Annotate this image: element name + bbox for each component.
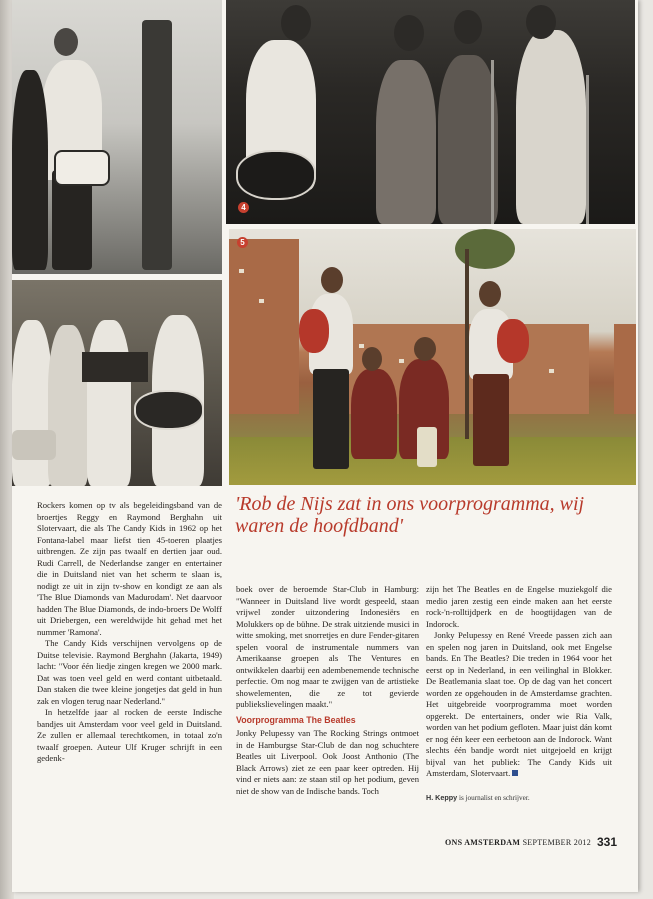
guitarist-2 (351, 369, 397, 459)
street-post (142, 20, 172, 270)
paragraph: Jonky Pelupessy van The Rocking Strings ontmoet in de Hamburgse Star-Club de dan nog schuchtere Beatles uit Liverpool. Ook Joost Anthonio (The Black Arrows) ziet ze een paar keer optreden. Hij vind er niets aan: ze staan stil op het podium, geven niet de show van de Indische bands. Toch (236, 728, 419, 796)
guitar-2 (134, 390, 204, 430)
paragraph-text: Jonky Pelupessy en René Vreede passen zich aan en spelen nog jaren in Duitsland, ook met Engelse bands. En The Beatles? Die treden in 1964 voor het eerst op in Nederland, in een veilinghal in Blokker. De Beatlemania slaat toe. Op de dag van het concert worden ze opgehouden in de Amsterdamse grachten. Het uitgebreide voorprogramma moet worden opgerekt. De entertainers, onder wie Ria Valk, worden van het podium gefloten. Maar juist dán komt er nog één keer een eerbetoon aan de Indorock. Want slechts één bandje wordt niet uitgejoeld en krijgt bijval van het publiek: The Candy Kids uit Amsterdam, Slotervaart. (426, 630, 612, 778)
mic-stand (491, 60, 494, 224)
paragraph: zijn het The Beatles en de Engelse muziekgolf die medio jaren zestig een einde maken aan het eerste rock-'n-rolltijdperk en de hoogtijdagen van de Indorock. (426, 584, 612, 629)
author-description: is journalist en schrijver. (457, 794, 530, 802)
guitar-red (299, 309, 329, 353)
guitarist-1-head (321, 267, 343, 293)
paragraph: The Candy Kids verschijnen vervolgens op de Duitse televisie. Raymond Berghahn (Jakarta, 1949) lacht: "Voor één liedje zingen kregen we 2000 mark. Dat was toen veel geld en werd contant uitbetaald. Dan staken die twee kleine jongetjes dat geld in hun zak en vlogen terug naar Nederland." (37, 638, 222, 706)
guitarist-2-head (362, 347, 382, 371)
amplifier (417, 427, 437, 467)
music-stand (82, 352, 148, 382)
guitarist-head (281, 5, 311, 41)
author-name: H. Keppy (426, 793, 458, 802)
photo-band-outdoors (229, 229, 636, 485)
paragraph: In hetzelfde jaar al rocken de eerste Indische bandjes uit Amsterdam voor veel geld in Duitsland. Ze zullen er allemaal terechtkomen, in totaal zo'n twaalf groepen. Auteur Ulf Kruger schrijft in een gedenk- (37, 707, 222, 763)
article-column-3 (426, 584, 612, 780)
page-footer (445, 838, 591, 847)
window (549, 369, 554, 373)
article-column-1 (37, 500, 222, 765)
guitarist-1-legs (313, 369, 349, 469)
guitar-red-2 (497, 319, 529, 363)
drum-kit (12, 430, 56, 460)
drummer-head (54, 28, 78, 56)
magazine-name: ONS AMSTERDAM (445, 838, 521, 847)
window (239, 269, 244, 273)
window (259, 299, 264, 303)
mic-stand-2 (586, 75, 589, 224)
guitar (236, 150, 316, 200)
end-mark-icon (512, 770, 518, 776)
apartment-block-right (614, 324, 636, 414)
pull-quote: 'Rob de Nijs zat in ons voorprogramma, wij waren de hoofdband' (235, 493, 585, 537)
photo-band-stage (226, 0, 635, 224)
singer-boy (376, 60, 436, 224)
drum (54, 150, 110, 186)
bass-player (516, 30, 586, 224)
singer-boy-head (394, 15, 424, 51)
window (399, 359, 404, 363)
bystander (12, 70, 48, 270)
photo-band-rehearsal (12, 280, 222, 486)
tree-canopy (455, 229, 515, 269)
guitarist-3-head (414, 337, 436, 361)
page-number: 331 (597, 835, 618, 849)
apartment-block-left (229, 239, 299, 414)
singer-girl (438, 55, 498, 224)
photo-number-4: 4 (238, 202, 249, 213)
article-column-2 (236, 584, 419, 797)
photo-drummer (12, 0, 222, 274)
guitarist-4-head (479, 281, 501, 307)
musician-3 (87, 320, 131, 486)
musician-2 (48, 325, 88, 486)
issue-date: SEPTEMBER 2012 (522, 838, 591, 847)
window (359, 344, 364, 348)
photo-number-5: 5 (237, 237, 248, 248)
section-subhead: Voorprogramma The Beatles (236, 714, 356, 725)
author-byline (426, 793, 612, 802)
paragraph: Rockers komen op tv als begeleidingsband van de broertjes Reggy en Raymond Berghahn uit Slotervaart, die als The Candy Kids in 1962 op het Fontana-label maar liefst tien 45-toeren plaatjes uitbrengen. Ze zijn pas twaalf en dertien jaar oud. Rudi Carrell, de Nederlandse zanger en entertainer die in Duitsland niet van het scherm te slaan is, nodigt ze uit in zijn tv-show en kondigt ze aan als 'The Blue Diamonds van Madurodam'. Net daarvoor hadden The Blue Diamonds, de indo-broers De Wolff uit Driebergen, een wereldwijde hit gehad met het nummer 'Ramona'. (37, 500, 222, 637)
bass-player-head (526, 5, 556, 39)
paragraph (426, 630, 612, 780)
tree-trunk (465, 249, 469, 439)
singer-girl-head (454, 10, 482, 44)
guitarist-4-legs (473, 374, 509, 466)
musician-left (12, 320, 52, 486)
paragraph: boek over de beroemde Star-Club in Hamburg: "Wanneer in Duitsland live wordt gespeeld, staan vrijwel zonder uitzondering Indonesiërs en Molukkers op de bühne. De strak uitziende musici in witte smoking, met snorretjes en dure Fender-gitaren spelen vooral de instrumentale nummers van Amerikaanse groepen als The Ventures en ontwikkelen daarbij een adembenemende technische perfectie. Om nog maar te zwijgen van de artistieke showelementen, die ze tot gevierde publiekslievelingen maakt." (236, 584, 419, 709)
